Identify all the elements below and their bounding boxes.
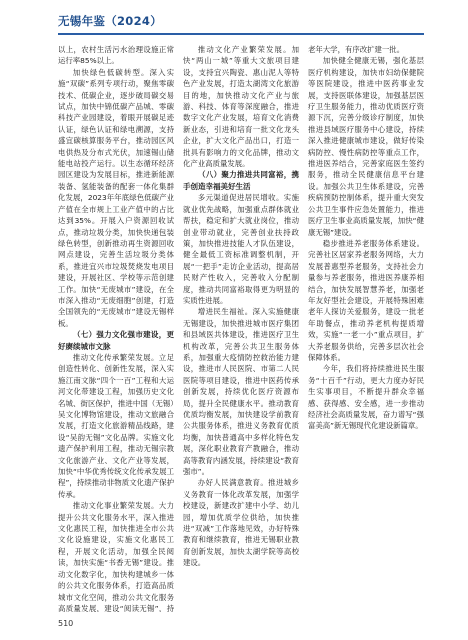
paragraph: 增进民生福祉。深入实施健康无锡建设，加快推进城市医疗集团和县域医共体建设，推进医疗卫生机构改革，完善公共卫生服务体系，加强重大疫情防控救治能力建设，推进市人民医院、市第二人民医院等项目建设，推进中医药传承创新发展，持续优化医疗资源布局，提升全民健康水平。推动教育优质均衡发展，加快建设学前教育公共服务体系，推进义务教育优质均衡，加快普通高中多样化特色发展，深化职业教育产教融合，推动高等教育内涵发展，持续建设“教育强市”。	[183, 307, 299, 477]
paragraph: 推动文化产业繁荣发展。加快“两山一城”等重大文旅项目建设，支持宜兴陶瓷、惠山泥人等特色产业发展，打造太湖湾文化旅游目的地，加快推动文化产业与旅游、科技、体育等深度融合，推进数字文化产业发展，培育文化消费新业态，引进和培育一批文化龙头企业，扩大文化产品出口，打造一批具有影响力的文化品牌，推动文化产业高质量发展。	[183, 45, 299, 169]
paragraph: 老年大学，有序改扩建一批。	[308, 45, 405, 54]
paragraph: 加快绿色低碳转型。深入实施“双碳”系列专项行动，聚焦零碳技术、低碳企业，逐步破局碳交易试点，加快中锦低碳产品城、零碳科技产业园建设，着眼开展碳足迹认证，绿色认证和绿电溯源，支持盛宜碳核算服务平台，推动园区风电供热及分布式光伏，加速锡山储能电站投产运行。以生态循环经济园区建设为发展目标，推进新能源装备、氢能装备的配套一体化集群化发展，2023年年底绿色低碳产业产值在全市规上工业产值中的占比达到35%。开展入户资源回收试点，推动垃圾分类，加快快递包装绿色转型，创新推动再生资源回收网点建设，完善生活垃圾分类体系，推进宜兴市垃圾焚烧发电项目建设，开展社区、学校等示范创建工作。加快“无废城市”建设，在全市深入推动“无废细胞”创建，打造全国领先的“无废城市”建设无锡样板。	[58, 67, 174, 328]
text-columns	[58, 44, 424, 612]
paragraph: 推动文化事业繁荣发展。大力提升公共文化服务水平，深入推进文化惠民工程，加快推进全市公共文化设施建设，实施文化惠民工程，开展文化活动，加强全民阅读，加快实施“书香无锡”建设。推动文化数字化，加快构建城乡一体的公共文化服务体系，打造高品质城市文化空间，推动公共文化服务高质量发展，建设“阅读无锡”，持	[58, 501, 174, 612]
column-2	[183, 44, 299, 612]
column-3	[308, 44, 424, 612]
section-heading: （八）聚力推进共同富裕，携手创造幸福美好生活	[183, 170, 299, 191]
running-header: 无锡年鉴（2024）	[58, 14, 163, 28]
column-1	[58, 44, 174, 612]
paragraph: 推动文化传承繁荣发展。立足创造性转化、创新性发展，深入实施江南文脉“四个一百”工程和大运河文化带建设工程，加强历史文化名城、街区保护，推进中国（无锡）吴文化博物馆建设，推动文旅融合发展，打造文化旅游精品线路，建设“吴韵无锡”文化品牌。实施文化遗产保护利用工程，推动无锡宗教文化旅游产业、文化产业等发展，加快“中华优秀传统文化传承发展工程”，持续推动非物质文化遗产保护传承。	[58, 352, 174, 499]
paragraph: 以上，农村生活污水治理设施正常运行率85%以上。	[58, 45, 174, 66]
header-rule	[58, 33, 424, 35]
section-heading: （七）强力文化强市建设，更好赓续城市文脉	[58, 330, 174, 351]
page-number: 510	[58, 619, 74, 628]
paragraph: 加快健全健康无锡，强化基层医疗机构建设，加快市妇幼保健院等医院建设，推进中医药事业发展，支持医联体建设，加强基层医疗卫生服务能力，推动优质医疗资源下沉，完善分级诊疗制度，加快推进县域医疗服务中心建设，持续深入推进健康城市建设，做好传染病防控、慢性病防控等重点工作，推进医养结合，完善家庭医生签约服务，推动全民健康信息平台建设。加强公共卫生体系建设，完善疾病预防控制体系，提升重大突发公共卫生事件应急处置能力，推进医疗卫生事业高质量发展，加快“健康无锡”建设。	[308, 56, 424, 237]
paragraph: 稳步推进养老服务体系建设。完善社区居家养老服务网络，大力发展普惠型养老服务，支持社会力量参与养老服务，推进医养康养相结合，加快发展智慧养老，加强老年友好型社会建设，开展特殊困难老年人探访关爱服务，建设一批老年助餐点，推动养老机构提质增效，实施“一老一小”重点项目，扩大养老服务供给，完善多层次社会保障体系。	[308, 238, 424, 362]
paragraph: 多元渠道促进居民增收。实施就业优先战略，加强重点群体就业帮扶，稳定和扩大就业岗位，推动创业带动就业，完善创业扶持政策，加快推进技能人才队伍建设，健全最低工资标准调整机制，开展“一把手”走访企业活动，提高居民财产性收入，完善收入分配制度，推动共同富裕取得更为明显的实质性进展。	[183, 193, 299, 305]
paragraph: 办好人民满意教育。推进城乡义务教育一体化改革发展，加强学校建设，新建改扩建中小学、幼儿园，增加优质学位供给，加快推进“双减”工作落地见效，办好特殊教育和继续教育，推进无锡职业教育创新发展，加快太湖学院等高校建设。	[183, 478, 299, 568]
paragraph: 今年，我们将持续推进民生服务“十百千”行动，更大力度办好民生实事项目，不断提升群众幸福感、获得感、安全感，进一步推动经济社会高质量发展，奋力谱写“强富美高”新无锡现代化建设新篇章。	[308, 364, 424, 431]
